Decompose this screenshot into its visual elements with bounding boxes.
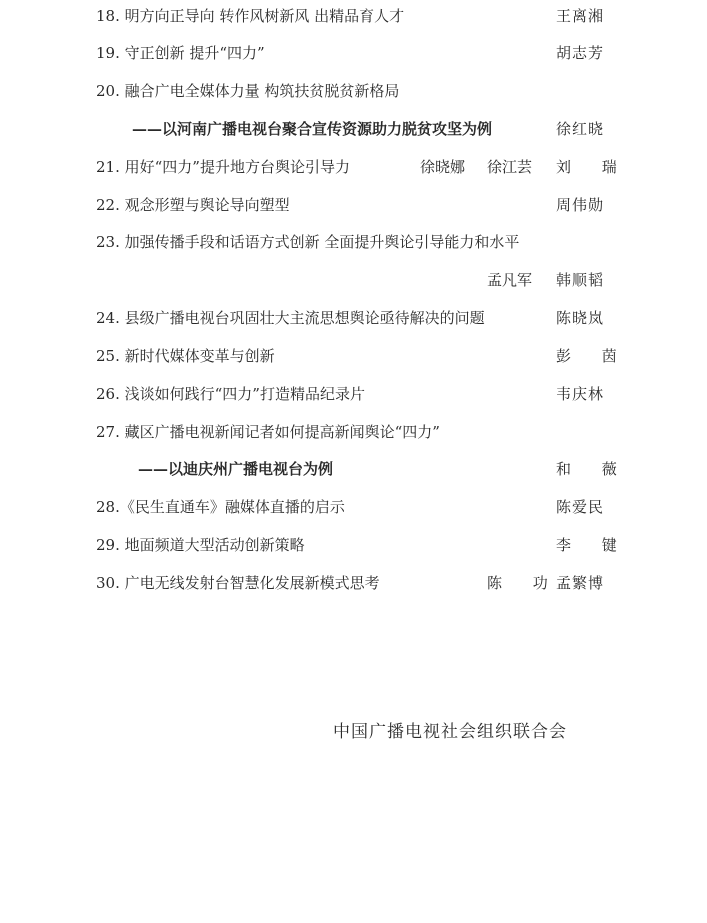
list-item bbox=[0, 495, 707, 519]
entry-title: 21. 用好“四力”提升地方台舆论引导力 bbox=[96, 158, 350, 176]
entry-author: 和 薇 bbox=[556, 460, 630, 478]
entry-author: 陈晓岚 bbox=[556, 309, 605, 327]
entry-author: 刘 瑞 bbox=[556, 158, 630, 176]
entry-title: 30. 广电无线发射台智慧化发展新模式思考 bbox=[96, 574, 380, 592]
entry-title: 19. 守正创新 提升“四力” bbox=[96, 44, 265, 62]
entry-author: 韦庆林 bbox=[556, 385, 605, 403]
entry-title: 25. 新时代媒体变革与创新 bbox=[96, 347, 275, 365]
entry-title: 18. 明方向正导向 转作风树新风 出精品育人才 bbox=[96, 7, 405, 25]
list-item bbox=[0, 230, 707, 254]
list-item bbox=[0, 571, 707, 595]
entry-title: 22. 观念形塑与舆论导向塑型 bbox=[96, 196, 290, 214]
entry-author: 王离湘 bbox=[556, 7, 605, 25]
entry-coauthor: 孟凡军 bbox=[487, 271, 533, 289]
list-item bbox=[0, 193, 707, 217]
organization-signature: 中国广播电视社会组织联合会 bbox=[333, 722, 567, 742]
entry-subtitle: ——以河南广播电视台聚合宣传资源助力脱贫攻坚为例 bbox=[132, 120, 493, 138]
list-item bbox=[0, 457, 707, 481]
list-item bbox=[0, 117, 707, 141]
list-item bbox=[0, 268, 707, 292]
list-item bbox=[0, 344, 707, 368]
list-item bbox=[0, 420, 707, 444]
entry-title: 23. 加强传播手段和话语方式创新 全面提升舆论引导能力和水平 bbox=[96, 233, 520, 251]
entry-author: 胡志芳 bbox=[556, 44, 605, 62]
list-item bbox=[0, 79, 707, 103]
entry-author: 孟繁博 bbox=[556, 574, 605, 592]
list-item bbox=[0, 382, 707, 406]
entry-coauthor: 陈 功 bbox=[487, 574, 561, 592]
entry-author: 周伟勋 bbox=[556, 196, 605, 214]
list-item bbox=[0, 533, 707, 557]
entry-title: 20. 融合广电全媒体力量 构筑扶贫脱贫新格局 bbox=[96, 82, 400, 100]
entry-author: 彭 茵 bbox=[556, 347, 630, 365]
entry-title: 29. 地面频道大型活动创新策略 bbox=[96, 536, 305, 554]
entry-subtitle: ——以迪庆州广播电视台为例 bbox=[138, 460, 334, 478]
entry-title: 27. 藏区广播电视新闻记者如何提高新闻舆论“四力” bbox=[96, 423, 440, 441]
list-item bbox=[0, 155, 707, 179]
entry-author: 陈爱民 bbox=[556, 498, 605, 516]
entry-author: 徐红晓 bbox=[556, 120, 605, 138]
entry-author: 李 键 bbox=[556, 536, 630, 554]
entry-title: 24. 县级广播电视台巩固壮大主流思想舆论亟待解决的问题 bbox=[96, 309, 485, 327]
list-item bbox=[0, 4, 707, 28]
list-item bbox=[0, 41, 707, 65]
entry-title: 28.《民生直通车》融媒体直播的启示 bbox=[96, 498, 345, 516]
entry-coauthor: 徐晓娜 bbox=[420, 158, 466, 176]
entry-title: 26. 浅谈如何践行“四力”打造精品纪录片 bbox=[96, 385, 365, 403]
entry-coauthor: 徐江芸 bbox=[487, 158, 533, 176]
entry-author: 韩顺韬 bbox=[556, 271, 605, 289]
list-item bbox=[0, 306, 707, 330]
